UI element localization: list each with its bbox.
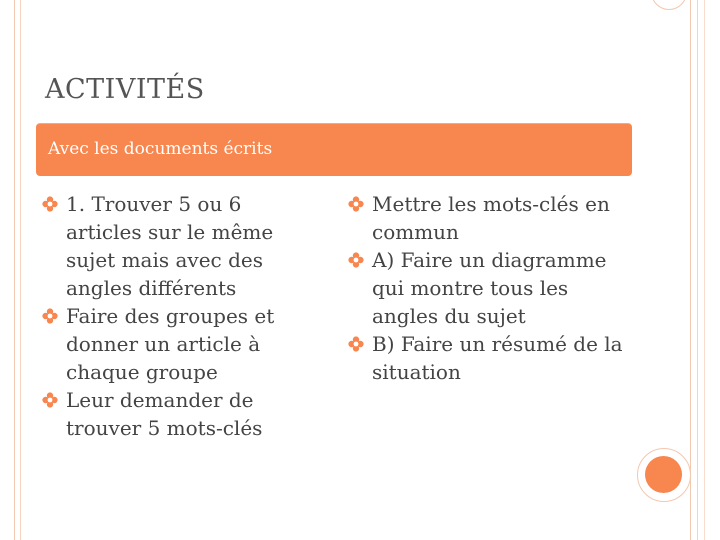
- left-column: [42, 190, 304, 442]
- frame-line-right-outer: [704, 0, 705, 540]
- bullet-item: [348, 246, 640, 330]
- bullet-item: [42, 302, 304, 386]
- frame-line-left: [14, 0, 15, 540]
- bullet-item: [348, 330, 640, 386]
- bullet-text: 1. Trouver 5 ou 6 articles sur le même sujet mais avec des angles différents: [66, 192, 274, 300]
- bullet-item: [348, 190, 640, 246]
- flower-bullet-icon: [42, 196, 58, 212]
- slide-title: ACTIVITÉS: [45, 74, 205, 105]
- frame-line-right-middle: [697, 0, 698, 540]
- bullet-item: [42, 386, 304, 442]
- flower-bullet-icon: [348, 252, 364, 268]
- frame-line-right: [690, 0, 691, 540]
- bullet-text: A) Faire un diagramme qui montre tous les angles du sujet: [372, 248, 607, 328]
- bullet-text: Leur demander de trouver 5 mots-clés: [66, 388, 263, 440]
- frame-line-left-inner: [20, 0, 21, 540]
- bullet-text: Mettre les mots-clés en commun: [372, 192, 610, 244]
- flower-bullet-icon: [42, 392, 58, 408]
- right-column: [348, 190, 640, 386]
- banner-label: Avec les documents écrits: [48, 139, 273, 159]
- flower-bullet-icon: [42, 308, 58, 324]
- decorative-ring-top: [651, 0, 687, 10]
- flower-bullet-icon: [348, 196, 364, 212]
- section-banner: [36, 123, 632, 176]
- bullet-text: B) Faire un résumé de la situation: [372, 332, 623, 384]
- decorative-circle-inner: [645, 456, 682, 493]
- flower-bullet-icon: [348, 336, 364, 352]
- bullet-item: [42, 190, 304, 302]
- bullet-text: Faire des groupes et donner un article à chaque groupe: [66, 304, 275, 384]
